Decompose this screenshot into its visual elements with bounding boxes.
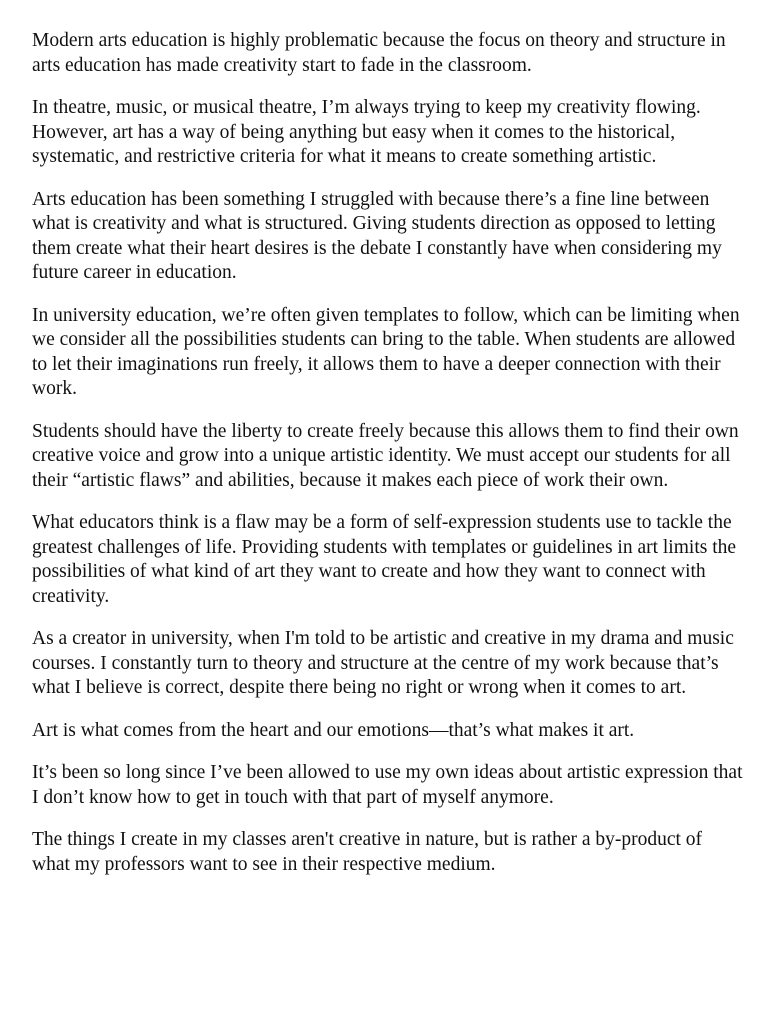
paragraph-10: The things I create in my classes aren't creative in nature, but is rather a by-product of what my professors want to see in their respective medium. xyxy=(32,829,703,875)
document-body xyxy=(32,29,744,895)
paragraph-5: Students should have the liberty to create freely because this allows them to find their own creative voice and grow into a unique artistic identity. We must accept our students for all their “artistic flaws” and abilities, because it makes each piece of work their own. xyxy=(32,420,739,491)
paragraph-2: In theatre, music, or musical theatre, I’m always trying to keep my creativity flowing. However, art has a way of being anything but easy when it comes to the historical, systematic, and restrictive criteria for what it means to create something artistic. xyxy=(32,97,701,167)
paragraph-8: Art is what comes from the heart and our emotions—that’s what makes it art. xyxy=(32,719,635,741)
paragraph-1: Modern arts education is highly problematic because the focus on theory and structure in arts education has made creativity start to fade in the classroom. xyxy=(32,30,726,76)
paragraph-4: In university education, we’re often given templates to follow, which can be limiting when we consider all the possibilities students can bring to the table. When students are allowed to let their imaginations run freely, it allows them to have a deeper connection with their work. xyxy=(32,304,740,399)
paragraph-7: As a creator in university, when I'm told to be artistic and creative in my drama and music courses. I constantly turn to theory and structure at the centre of my work because that’s what I believe is correct, despite there being no right or wrong when it comes to art. xyxy=(32,628,734,698)
paragraph-6: What educators think is a flaw may be a form of self-expression students use to tackle the greatest challenges of life. Providing students with templates or guidelines in art limits the possibilities of what kind of art they want to create and how they want to connect with creativity. xyxy=(32,512,737,607)
paragraph-3: Arts education has been something I struggled with because there’s a fine line between what is creativity and what is structured. Giving students direction as opposed to letting them create what their heart desires is the debate I constantly have when considering my future career in education. xyxy=(32,188,722,283)
paragraph-9: It’s been so long since I’ve been allowed to use my own ideas about artistic expression that I don’t know how to get in touch with that part of myself anymore. xyxy=(32,762,743,808)
